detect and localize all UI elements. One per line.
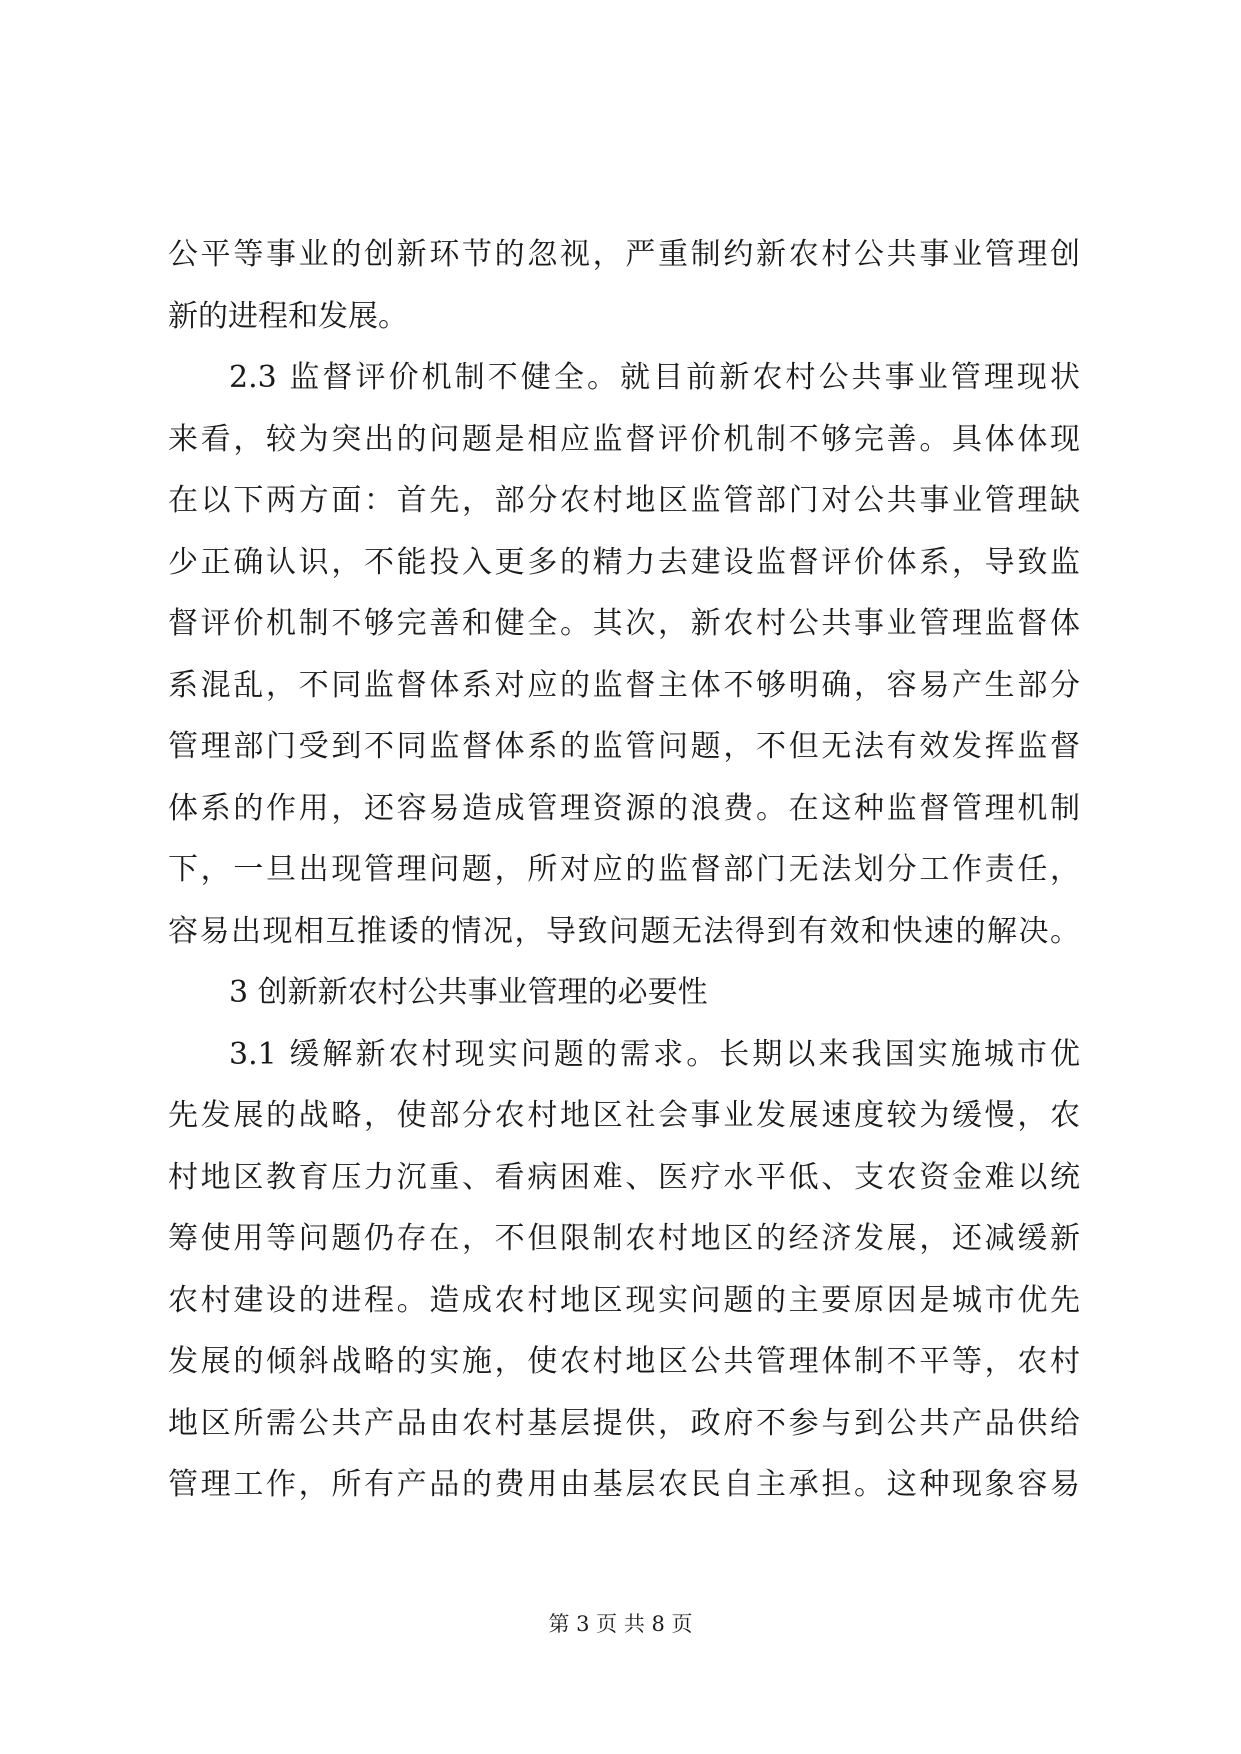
text-line: 新的进程和发展。 — [168, 298, 408, 334]
text-line: 少正确认识，不能投入更多的精力去建设监督评价体系，导致监 — [168, 544, 1080, 580]
text-line: 地区所需公共产品由农村基层提供，政府不参与到公共产品供给 — [168, 1405, 1080, 1441]
text-line: 筹使用等问题仍存在，不但限制农村地区的经济发展，还减缓新 — [168, 1221, 1080, 1256]
text-line: 发展的倾斜战略的实施，使农村地区公共管理体制不平等，农村 — [168, 1344, 1080, 1379]
text-line: 体系的作用，还容易造成管理资源的浪费。在这种监督管理机制 — [168, 790, 1080, 826]
text-line: 先发展的战略，使部分农村地区社会事业发展速度较为缓慢，农 — [168, 1098, 1080, 1133]
text-line: 村地区教育压力沉重、看病困难、医疗水平低、支农资金难以统 — [168, 1159, 1080, 1195]
text-line: 管理部门受到不同监督体系的监管问题，不但无法有效发挥监督 — [168, 729, 1080, 764]
text-line: 公平等事业的创新环节的忽视，严重制约新农村公共事业管理创 — [168, 237, 1080, 272]
text-line: 2.3 监督评价机制不健全。就目前新农村公共事业管理现状 — [229, 360, 1080, 395]
text-line: 在以下两方面：首先，部分农村地区监管部门对公共事业管理缺 — [168, 483, 1080, 518]
text-line: 管理工作，所有产品的费用由基层农民自主承担。这种现象容易 — [168, 1467, 1080, 1502]
text-line: 农村建设的进程。造成农村地区现实问题的主要原因是城市优先 — [168, 1282, 1080, 1318]
document-body — [168, 224, 1080, 1516]
text-line: 督评价机制不够完善和健全。其次，新农村公共事业管理监督体 — [168, 606, 1080, 641]
text-line: 来看，较为突出的问题是相应监督评价机制不够完善。具体体现 — [168, 421, 1080, 457]
text-line: 3 创新新农村公共事业管理的必要性 — [229, 975, 708, 1010]
page-footer: 第 3 页 共 8 页 — [548, 1612, 693, 1636]
text-line: 容易出现相互推诿的情况，导致问题无法得到有效和快速的解决。 — [168, 913, 1080, 949]
text-line: 3.1 缓解新农村现实问题的需求。长期以来我国实施城市优 — [229, 1036, 1080, 1072]
text-line: 下，一旦出现管理问题，所对应的监督部门无法划分工作责任， — [168, 852, 1080, 887]
text-line: 系混乱，不同监督体系对应的监督主体不够明确，容易产生部分 — [168, 667, 1080, 703]
